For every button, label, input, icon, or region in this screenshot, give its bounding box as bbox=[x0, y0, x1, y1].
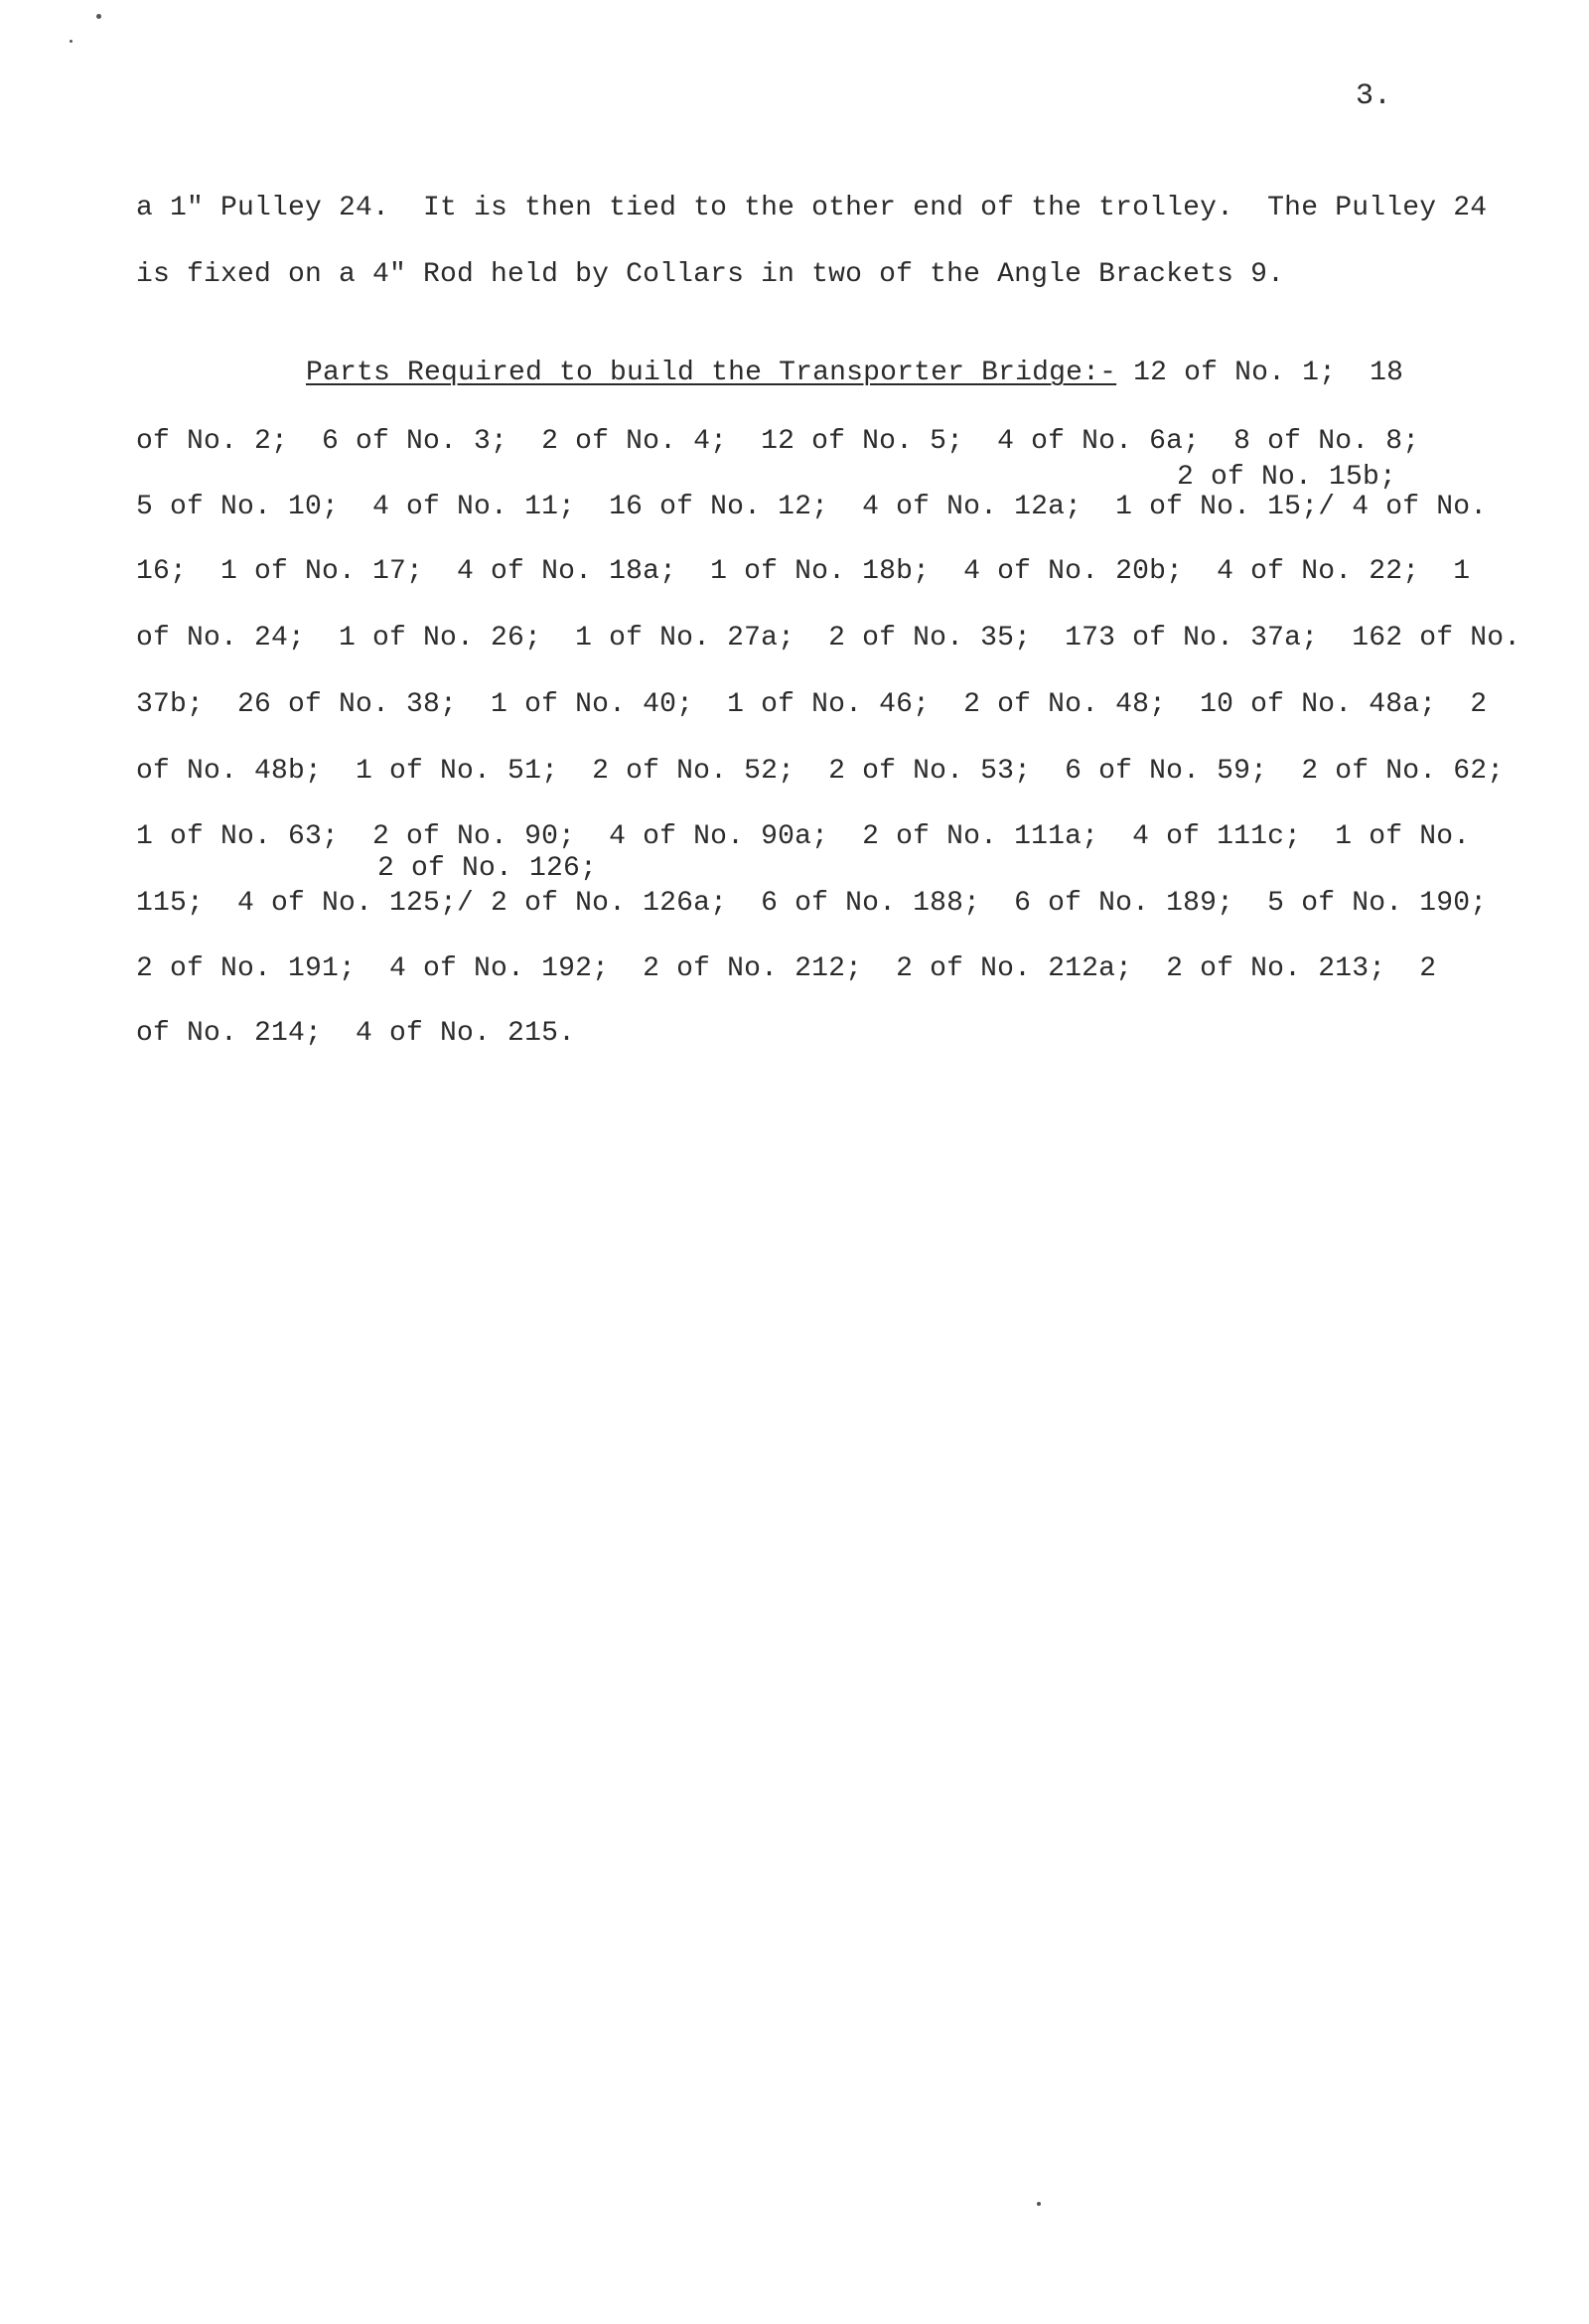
ink-speck bbox=[70, 40, 72, 43]
parts-list-line: of No. 2; 6 of No. 3; 2 of No. 4; 12 of No. 5; 4 of No. 6a; 8 of No. 8; bbox=[136, 426, 1420, 457]
parts-list-line: 2 of No. 191; 4 of No. 192; 2 of No. 212; 2 of No. 212a; 2 of No. 213; 2 bbox=[136, 953, 1437, 984]
parts-list-line: 16; 1 of No. 17; 4 of No. 18a; 1 of No. 18b; 4 of No. 20b; 4 of No. 22; 1 bbox=[136, 556, 1471, 587]
parts-list-line: 5 of No. 10; 4 of No. 11; 16 of No. 12; 4 of No. 12a; 1 of No. 15;/ 4 of No. bbox=[136, 492, 1488, 522]
parts-list-line: 37b; 26 of No. 38; 1 of No. 40; 1 of No. 46; 2 of No. 48; 10 of No. 48a; 2 bbox=[136, 689, 1488, 720]
ink-speck bbox=[1037, 2202, 1041, 2206]
body-text-line: a 1" Pulley 24. It is then tied to the other end of the trolley. The Pulley 24 bbox=[136, 193, 1488, 223]
parts-list-line: of No. 48b; 1 of No. 51; 2 of No. 52; 2 of No. 53; 6 of No. 59; 2 of No. 62; bbox=[136, 756, 1505, 787]
ink-speck bbox=[96, 14, 101, 19]
body-text-line: is fixed on a 4" Rod held by Collars in two of the Angle Brackets 9. bbox=[136, 259, 1285, 290]
parts-list-insertion: 2 of No. 15b; bbox=[1177, 462, 1397, 493]
parts-list-heading: Parts Required to build the Transporter Bridge:- bbox=[306, 358, 1117, 388]
parts-list-line: of No. 214; 4 of No. 215. bbox=[136, 1018, 576, 1049]
parts-list-line: of No. 24; 1 of No. 26; 1 of No. 27a; 2 of No. 35; 173 of No. 37a; 162 of No. bbox=[136, 623, 1521, 654]
parts-list-insertion: 2 of No. 126; bbox=[377, 853, 598, 884]
parts-list-line: 115; 4 of No. 125;/ 2 of No. 126a; 6 of No. 188; 6 of No. 189; 5 of No. 190; bbox=[136, 888, 1488, 919]
parts-list-heading-line bbox=[306, 360, 1403, 387]
page-number: 3. bbox=[1356, 79, 1392, 113]
parts-list-text: 12 of No. 1; 18 bbox=[1116, 358, 1404, 388]
parts-list-line: 1 of No. 63; 2 of No. 90; 4 of No. 90a; 2 of No. 111a; 4 of 111c; 1 of No. bbox=[136, 821, 1471, 852]
